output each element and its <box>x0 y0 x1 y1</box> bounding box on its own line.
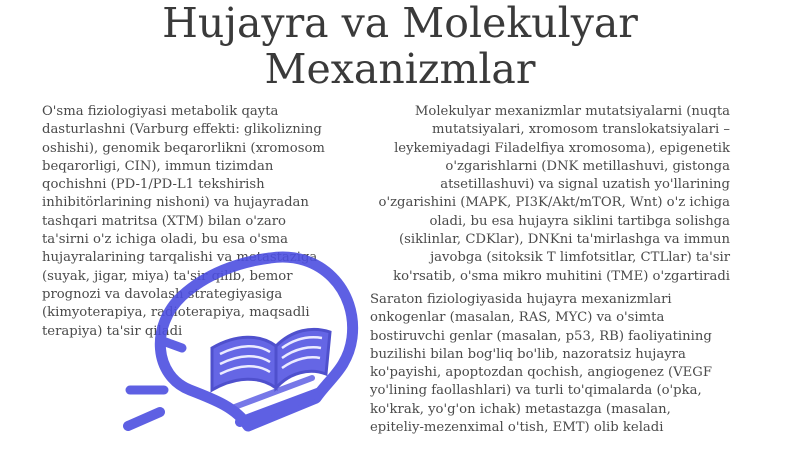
text-line: ko'krak, yo'g'on ichak) metastazga (masalan, <box>370 401 671 417</box>
text-line: Saraton fiziologiyasida hujayra mexanizmlari <box>370 292 672 307</box>
text-line: hujayralarining tarqalishi va metastaziga <box>42 250 318 266</box>
page-title <box>0 0 800 92</box>
text-line: (suyak, jigar, miya) ta'sir qilib, bemor <box>42 268 293 284</box>
text-line: javobga (sitoksik T limfotsitlar, CTLlar) ta'sir <box>430 250 730 266</box>
text-line: oladi, bu esa hujayra siklini tartibga solishga <box>429 213 730 229</box>
text-line: oshishi), genomik beqarorlikni (xromosom <box>42 140 325 156</box>
text-line: dasturlashni (Varburg effekti: glikolizning <box>42 122 322 138</box>
text-line: onkogenlar (masalan, RAS, MYC) va o'simta <box>370 310 665 326</box>
text-line: atsetillashuvi) va signal uzatish yo'llarining <box>440 177 730 193</box>
text-line: inhibitörlarining nishoni) va hujayradan <box>42 195 309 211</box>
title-line: Mexanizmlar <box>264 45 536 93</box>
text-line: ko'payishi, apoptozdan qochish, angiogenez (VEGF <box>370 365 712 381</box>
text-line: tashqari matritsa (XTM) bilan o'zaro <box>42 213 286 229</box>
text-line: epiteliy-mezenximal o'tish, EMT) olib keladi <box>370 420 664 436</box>
text-line: mutatsiyalari, xromosom translokatsiyalari – <box>432 122 730 138</box>
text-line: beqarorligi, CIN), immun tizimdan <box>42 158 274 174</box>
text-line: (kimyoterapiya, radioterapiya, maqsadli <box>42 305 310 321</box>
text-line: ta'sirni o'z ichiga oladi, bu esa o'sma <box>42 232 289 248</box>
text-line: ko'rsatib, o'sma mikro muhitini (TME) o'zgartiradi <box>393 268 730 284</box>
title-line: Hujayra va Molekulyar <box>162 0 638 47</box>
right-paragraph-bottom <box>370 291 730 437</box>
text-line: Molekulyar mexanizmlar mutatsiyalarni (nuqta <box>414 104 730 119</box>
text-line: prognozi va davolash strategiyasiga <box>42 286 283 302</box>
text-line: terapiya) ta'sir qiladi <box>42 323 183 339</box>
text-line: O'sma fiziologiyasi metabolik qayta <box>42 104 279 119</box>
text-line: leykemiyadagi Filadelfiya xromosoma), epigenetik <box>394 140 730 156</box>
text-line: o'zgarishini (MAPK, PI3K/Akt/mTOR, Wnt) o'z ichiga <box>378 195 730 211</box>
text-line: buzilishi bilan bog'liq bo'lib, nazoratsiz hujayra <box>370 346 686 362</box>
right-paragraph-top <box>378 103 730 286</box>
text-line: yo'lining faollashlari) va turli to'qimalarda (o'pka, <box>370 383 702 399</box>
light-ray <box>128 412 160 426</box>
text-line: bostiruvchi genlar (masalan, p53, RB) faoliyatining <box>370 328 712 344</box>
text-line: o'zgarishlarni (DNK metillashuvi, gistonga <box>445 158 730 174</box>
text-line: (siklinlar, CDKlar), DNKni ta'mirlashga va immun <box>398 232 730 248</box>
text-line: qochishni (PD-1/PD-L1 tekshirish <box>42 177 265 193</box>
lightbulb-book-icon <box>120 230 360 440</box>
